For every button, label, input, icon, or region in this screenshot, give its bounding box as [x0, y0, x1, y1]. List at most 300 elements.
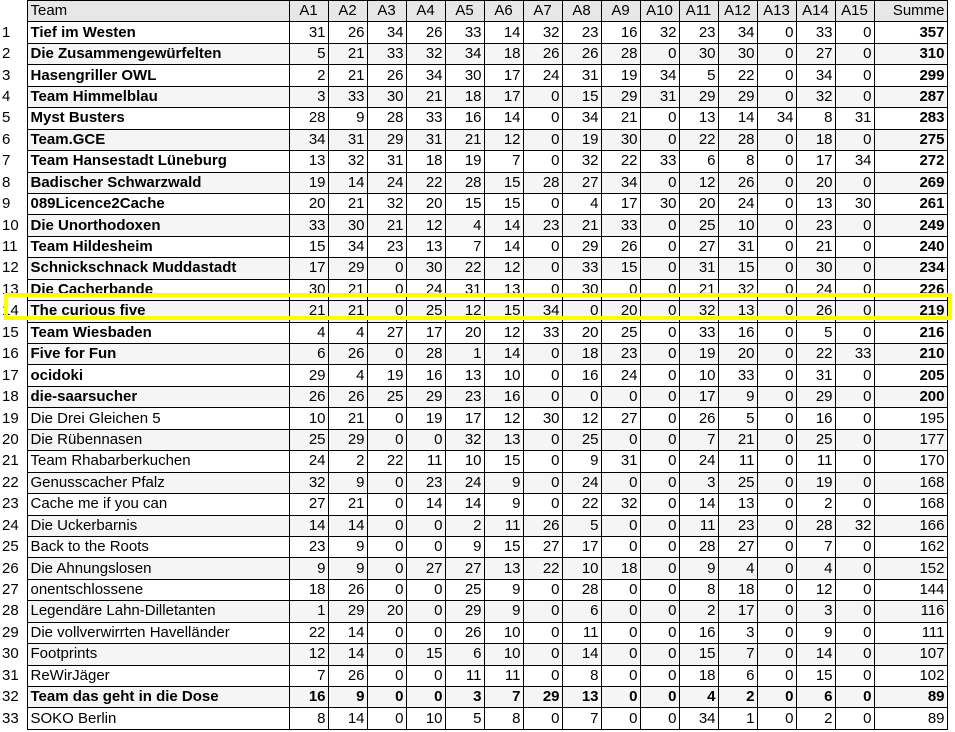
score-cell-a11: 10 [679, 365, 718, 386]
score-cell-a11: 25 [679, 215, 718, 236]
score-cell-a14: 23 [796, 215, 835, 236]
score-cell-a1: 25 [289, 429, 328, 450]
score-cell-a13: 0 [757, 86, 796, 107]
score-cell-a6: 14 [484, 215, 523, 236]
score-cell-a6: 17 [484, 86, 523, 107]
score-cell-a14: 6 [796, 687, 835, 708]
rank-cell: 1 [0, 22, 27, 43]
total-cell: 200 [874, 386, 947, 407]
score-cell-a2: 21 [328, 494, 367, 515]
score-cell-a11: 28 [679, 536, 718, 557]
score-cell-a9: 30 [601, 129, 640, 150]
score-cell-a14: 16 [796, 408, 835, 429]
score-cell-a3: 24 [367, 172, 406, 193]
score-cell-a8: 9 [562, 451, 601, 472]
score-cell-a15: 0 [835, 687, 874, 708]
score-cell-a12: 10 [718, 215, 757, 236]
score-cell-a8: 0 [562, 301, 601, 322]
score-cell-a14: 33 [796, 22, 835, 43]
score-cell-a10: 0 [640, 365, 679, 386]
score-cell-a15: 32 [835, 515, 874, 536]
score-cell-a5: 33 [445, 22, 484, 43]
team-name-cell: Team Himmelblau [27, 86, 289, 107]
table-row [0, 386, 947, 407]
score-cell-a5: 2 [445, 515, 484, 536]
score-cell-a3: 0 [367, 622, 406, 643]
score-cell-a14: 3 [796, 601, 835, 622]
score-cell-a2: 21 [328, 65, 367, 86]
column-header-a13: A13 [757, 1, 796, 22]
total-cell: 166 [874, 515, 947, 536]
score-cell-a9: 0 [601, 429, 640, 450]
score-cell-a7: 0 [523, 344, 562, 365]
score-cell-a13: 0 [757, 344, 796, 365]
score-cell-a9: 0 [601, 472, 640, 493]
team-name-cell: Die Drei Gleichen 5 [27, 408, 289, 429]
score-cell-a9: 21 [601, 108, 640, 129]
score-cell-a5: 14 [445, 494, 484, 515]
score-cell-a15: 33 [835, 344, 874, 365]
score-cell-a11: 19 [679, 344, 718, 365]
score-cell-a14: 15 [796, 665, 835, 686]
score-cell-a11: 21 [679, 279, 718, 300]
score-cell-a12: 22 [718, 65, 757, 86]
score-cell-a6: 15 [484, 172, 523, 193]
score-cell-a2: 29 [328, 258, 367, 279]
score-cell-a3: 0 [367, 687, 406, 708]
score-cell-a10: 0 [640, 322, 679, 343]
score-cell-a4: 27 [406, 558, 445, 579]
rank-cell: 6 [0, 129, 27, 150]
column-header-a7: A7 [523, 1, 562, 22]
team-header: Team [27, 1, 289, 22]
score-cell-a2: 14 [328, 644, 367, 665]
score-cell-a11: 33 [679, 322, 718, 343]
score-cell-a4: 22 [406, 172, 445, 193]
score-cell-a7: 0 [523, 665, 562, 686]
score-cell-a12: 13 [718, 494, 757, 515]
score-cell-a13: 0 [757, 43, 796, 64]
score-cell-a15: 0 [835, 622, 874, 643]
total-cell: 89 [874, 708, 947, 729]
score-cell-a5: 10 [445, 451, 484, 472]
score-cell-a13: 0 [757, 258, 796, 279]
table-body [0, 22, 947, 729]
total-cell: 162 [874, 536, 947, 557]
team-name-cell: Hasengriller OWL [27, 65, 289, 86]
score-cell-a11: 18 [679, 665, 718, 686]
score-cell-a1: 34 [289, 129, 328, 150]
score-cell-a12: 3 [718, 622, 757, 643]
team-name-cell: Die Rübennasen [27, 429, 289, 450]
score-cell-a10: 0 [640, 494, 679, 515]
score-cell-a13: 0 [757, 579, 796, 600]
score-cell-a12: 17 [718, 601, 757, 622]
score-cell-a13: 0 [757, 515, 796, 536]
rank-cell: 14 [0, 301, 27, 322]
score-cell-a13: 0 [757, 472, 796, 493]
score-cell-a6: 12 [484, 322, 523, 343]
score-cell-a9: 26 [601, 236, 640, 257]
rank-cell: 2 [0, 43, 27, 64]
score-cell-a15: 0 [835, 43, 874, 64]
total-cell: 287 [874, 86, 947, 107]
score-cell-a6: 14 [484, 22, 523, 43]
score-cell-a11: 11 [679, 515, 718, 536]
score-cell-a10: 0 [640, 558, 679, 579]
table-row [0, 22, 947, 43]
score-cell-a10: 0 [640, 515, 679, 536]
score-cell-a12: 5 [718, 408, 757, 429]
total-cell: 357 [874, 22, 947, 43]
score-cell-a1: 10 [289, 408, 328, 429]
total-cell: 111 [874, 622, 947, 643]
score-cell-a14: 28 [796, 515, 835, 536]
score-cell-a9: 20 [601, 301, 640, 322]
score-cell-a8: 10 [562, 558, 601, 579]
score-cell-a3: 0 [367, 301, 406, 322]
score-cell-a4: 15 [406, 644, 445, 665]
score-cell-a6: 12 [484, 408, 523, 429]
total-cell: 168 [874, 472, 947, 493]
table-row [0, 515, 947, 536]
rank-cell: 9 [0, 193, 27, 214]
score-cell-a15: 0 [835, 129, 874, 150]
score-cell-a6: 10 [484, 365, 523, 386]
score-cell-a5: 28 [445, 172, 484, 193]
score-cell-a1: 33 [289, 215, 328, 236]
team-name-cell: 089Licence2Cache [27, 193, 289, 214]
score-cell-a2: 14 [328, 172, 367, 193]
team-name-cell: ReWirJäger [27, 665, 289, 686]
score-cell-a9: 0 [601, 579, 640, 600]
team-name-cell: onentschlossene [27, 579, 289, 600]
score-cell-a6: 10 [484, 622, 523, 643]
table-row [0, 86, 947, 107]
score-cell-a2: 14 [328, 515, 367, 536]
score-cell-a7: 22 [523, 558, 562, 579]
score-cell-a10: 0 [640, 708, 679, 729]
score-cell-a7: 24 [523, 65, 562, 86]
score-cell-a11: 9 [679, 558, 718, 579]
score-cell-a15: 30 [835, 193, 874, 214]
team-name-cell: Die Unorthodoxen [27, 215, 289, 236]
score-cell-a1: 30 [289, 279, 328, 300]
score-cell-a7: 28 [523, 172, 562, 193]
score-cell-a11: 30 [679, 43, 718, 64]
score-cell-a2: 21 [328, 408, 367, 429]
score-cell-a10: 0 [640, 536, 679, 557]
score-cell-a15: 0 [835, 301, 874, 322]
score-cell-a4: 34 [406, 65, 445, 86]
score-cell-a6: 17 [484, 65, 523, 86]
score-cell-a8: 33 [562, 258, 601, 279]
score-cell-a8: 18 [562, 344, 601, 365]
score-cell-a4: 21 [406, 86, 445, 107]
score-cell-a5: 29 [445, 601, 484, 622]
score-cell-a9: 27 [601, 408, 640, 429]
score-cell-a1: 4 [289, 322, 328, 343]
table-row [0, 558, 947, 579]
team-name-cell: Team Hansestadt Lüneburg [27, 151, 289, 172]
score-cell-a5: 27 [445, 558, 484, 579]
score-cell-a1: 24 [289, 451, 328, 472]
score-cell-a8: 19 [562, 129, 601, 150]
score-cell-a6: 7 [484, 687, 523, 708]
rank-cell: 16 [0, 344, 27, 365]
column-header-a3: A3 [367, 1, 406, 22]
score-cell-a4: 0 [406, 622, 445, 643]
score-cell-a3: 0 [367, 279, 406, 300]
score-cell-a2: 26 [328, 579, 367, 600]
score-cell-a7: 0 [523, 86, 562, 107]
rank-cell: 13 [0, 279, 27, 300]
rank-cell: 33 [0, 708, 27, 729]
score-cell-a12: 4 [718, 558, 757, 579]
score-cell-a5: 26 [445, 622, 484, 643]
score-cell-a15: 0 [835, 601, 874, 622]
score-cell-a1: 3 [289, 86, 328, 107]
score-cell-a7: 26 [523, 43, 562, 64]
column-header-summe: Summe [874, 1, 947, 22]
score-cell-a8: 13 [562, 687, 601, 708]
score-cell-a4: 18 [406, 151, 445, 172]
score-cell-a8: 11 [562, 622, 601, 643]
table-row [0, 215, 947, 236]
table-row [0, 301, 947, 322]
score-cell-a10: 31 [640, 86, 679, 107]
score-cell-a9: 0 [601, 536, 640, 557]
score-cell-a8: 28 [562, 579, 601, 600]
score-cell-a4: 19 [406, 408, 445, 429]
score-cell-a3: 19 [367, 365, 406, 386]
score-cell-a10: 32 [640, 22, 679, 43]
rank-cell: 29 [0, 622, 27, 643]
score-cell-a12: 34 [718, 22, 757, 43]
score-cell-a10: 33 [640, 151, 679, 172]
score-cell-a3: 27 [367, 322, 406, 343]
score-cell-a10: 0 [640, 386, 679, 407]
score-cell-a5: 24 [445, 472, 484, 493]
table-row [0, 65, 947, 86]
score-cell-a8: 24 [562, 472, 601, 493]
score-cell-a3: 0 [367, 258, 406, 279]
score-cell-a7: 0 [523, 494, 562, 515]
score-cell-a7: 0 [523, 644, 562, 665]
score-cell-a4: 28 [406, 344, 445, 365]
rank-cell: 22 [0, 472, 27, 493]
rank-cell: 24 [0, 515, 27, 536]
score-cell-a12: 18 [718, 579, 757, 600]
score-cell-a7: 0 [523, 365, 562, 386]
score-cell-a4: 33 [406, 108, 445, 129]
score-cell-a7: 0 [523, 708, 562, 729]
score-cell-a4: 0 [406, 515, 445, 536]
score-cell-a11: 13 [679, 108, 718, 129]
score-cell-a6: 13 [484, 279, 523, 300]
score-cell-a2: 31 [328, 129, 367, 150]
column-header-a9: A9 [601, 1, 640, 22]
score-cell-a14: 11 [796, 451, 835, 472]
score-cell-a2: 26 [328, 386, 367, 407]
score-cell-a12: 16 [718, 322, 757, 343]
score-cell-a12: 26 [718, 172, 757, 193]
score-cell-a2: 9 [328, 687, 367, 708]
team-name-cell: ocidoki [27, 365, 289, 386]
score-cell-a3: 33 [367, 43, 406, 64]
score-cell-a1: 19 [289, 172, 328, 193]
table-row [0, 429, 947, 450]
score-cell-a6: 12 [484, 129, 523, 150]
total-cell: 177 [874, 429, 947, 450]
score-cell-a2: 30 [328, 215, 367, 236]
score-cell-a5: 6 [445, 644, 484, 665]
score-cell-a1: 16 [289, 687, 328, 708]
score-cell-a1: 14 [289, 515, 328, 536]
score-cell-a14: 29 [796, 386, 835, 407]
score-cell-a4: 31 [406, 129, 445, 150]
score-cell-a11: 32 [679, 301, 718, 322]
score-cell-a10: 0 [640, 279, 679, 300]
team-name-cell: Die Ahnungslosen [27, 558, 289, 579]
score-cell-a7: 32 [523, 22, 562, 43]
score-cell-a10: 30 [640, 193, 679, 214]
rank-cell: 32 [0, 687, 27, 708]
score-cell-a15: 0 [835, 644, 874, 665]
total-cell: 249 [874, 215, 947, 236]
score-cell-a9: 22 [601, 151, 640, 172]
score-cell-a4: 0 [406, 536, 445, 557]
score-cell-a3: 31 [367, 151, 406, 172]
score-cell-a14: 26 [796, 301, 835, 322]
total-cell: 168 [874, 494, 947, 515]
team-name-cell: Tief im Westen [27, 22, 289, 43]
score-cell-a9: 23 [601, 344, 640, 365]
total-cell: 261 [874, 193, 947, 214]
rank-cell: 17 [0, 365, 27, 386]
score-cell-a15: 0 [835, 86, 874, 107]
score-cell-a4: 20 [406, 193, 445, 214]
score-cell-a1: 9 [289, 558, 328, 579]
table-row [0, 408, 947, 429]
score-cell-a3: 0 [367, 644, 406, 665]
score-cell-a15: 0 [835, 451, 874, 472]
score-cell-a3: 0 [367, 536, 406, 557]
score-cell-a11: 24 [679, 451, 718, 472]
score-cell-a7: 0 [523, 622, 562, 643]
score-cell-a12: 25 [718, 472, 757, 493]
score-cell-a13: 0 [757, 601, 796, 622]
score-cell-a1: 31 [289, 22, 328, 43]
score-cell-a8: 27 [562, 172, 601, 193]
score-cell-a4: 17 [406, 322, 445, 343]
table-row [0, 687, 947, 708]
score-cell-a2: 9 [328, 536, 367, 557]
score-cell-a5: 16 [445, 108, 484, 129]
score-cell-a10: 0 [640, 579, 679, 600]
score-cell-a8: 30 [562, 279, 601, 300]
score-cell-a7: 0 [523, 601, 562, 622]
score-cell-a13: 0 [757, 687, 796, 708]
score-cell-a9: 19 [601, 65, 640, 86]
score-cell-a10: 0 [640, 172, 679, 193]
score-cell-a11: 34 [679, 708, 718, 729]
score-cell-a6: 8 [484, 708, 523, 729]
score-cell-a4: 16 [406, 365, 445, 386]
score-cell-a9: 0 [601, 665, 640, 686]
total-cell: 195 [874, 408, 947, 429]
score-cell-a12: 14 [718, 108, 757, 129]
score-cell-a14: 2 [796, 494, 835, 515]
score-cell-a15: 0 [835, 258, 874, 279]
score-cell-a8: 22 [562, 494, 601, 515]
rank-cell: 27 [0, 579, 27, 600]
score-cell-a9: 31 [601, 451, 640, 472]
score-cell-a14: 14 [796, 644, 835, 665]
score-cell-a8: 8 [562, 665, 601, 686]
score-cell-a12: 30 [718, 43, 757, 64]
team-name-cell: Team.GCE [27, 129, 289, 150]
score-cell-a11: 2 [679, 601, 718, 622]
total-cell: 299 [874, 65, 947, 86]
team-name-cell: Schnickschnack Muddastadt [27, 258, 289, 279]
score-cell-a2: 21 [328, 301, 367, 322]
score-cell-a13: 0 [757, 215, 796, 236]
score-cell-a9: 16 [601, 22, 640, 43]
rank-cell: 7 [0, 151, 27, 172]
score-cell-a3: 23 [367, 236, 406, 257]
score-cell-a13: 0 [757, 644, 796, 665]
score-cell-a3: 34 [367, 22, 406, 43]
score-cell-a6: 10 [484, 644, 523, 665]
table-row [0, 172, 947, 193]
score-cell-a9: 28 [601, 43, 640, 64]
team-name-cell: Footprints [27, 644, 289, 665]
score-cell-a8: 16 [562, 365, 601, 386]
table-header [0, 1, 947, 22]
score-cell-a2: 9 [328, 108, 367, 129]
score-cell-a4: 0 [406, 579, 445, 600]
score-cell-a14: 20 [796, 172, 835, 193]
score-cell-a1: 13 [289, 151, 328, 172]
score-cell-a6: 15 [484, 193, 523, 214]
score-cell-a2: 32 [328, 151, 367, 172]
score-cell-a4: 11 [406, 451, 445, 472]
score-cell-a3: 29 [367, 129, 406, 150]
score-cell-a9: 0 [601, 279, 640, 300]
score-cell-a9: 0 [601, 708, 640, 729]
score-cell-a6: 14 [484, 108, 523, 129]
score-cell-a3: 26 [367, 65, 406, 86]
score-cell-a13: 0 [757, 622, 796, 643]
score-cell-a7: 0 [523, 258, 562, 279]
column-header-a2: A2 [328, 1, 367, 22]
column-header-a11: A11 [679, 1, 718, 22]
score-cell-a15: 0 [835, 472, 874, 493]
score-cell-a8: 0 [562, 386, 601, 407]
rank-cell: 21 [0, 451, 27, 472]
score-cell-a3: 0 [367, 579, 406, 600]
score-cell-a14: 32 [796, 86, 835, 107]
team-name-cell: Die Uckerbarnis [27, 515, 289, 536]
total-cell: 89 [874, 687, 947, 708]
rank-cell: 20 [0, 429, 27, 450]
score-cell-a10: 0 [640, 644, 679, 665]
score-cell-a6: 14 [484, 236, 523, 257]
total-cell: 216 [874, 322, 947, 343]
score-cell-a15: 0 [835, 279, 874, 300]
score-cell-a5: 20 [445, 322, 484, 343]
